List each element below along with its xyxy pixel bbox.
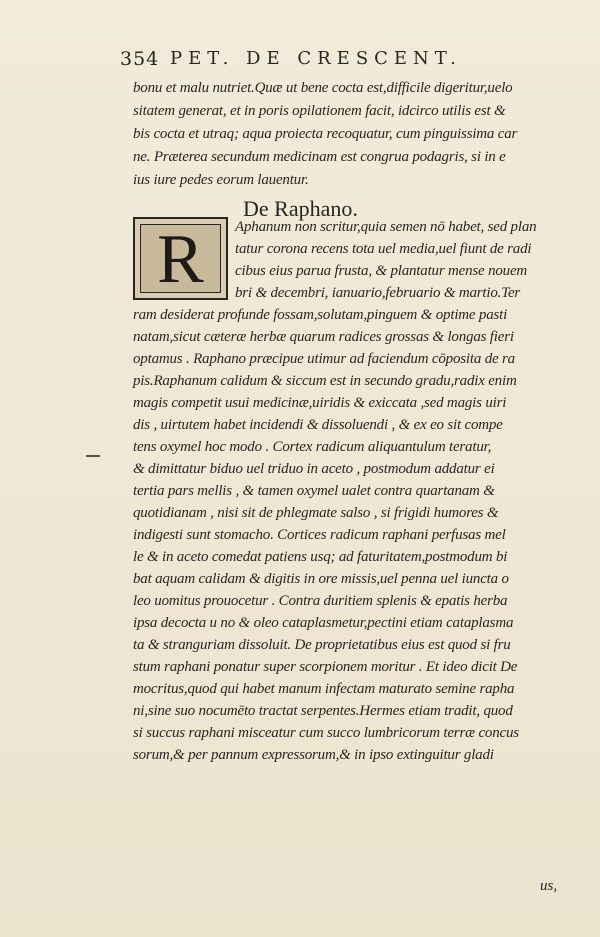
text-line: mocritus,quod qui habet manum infectam maturato semine rapha [133, 681, 515, 697]
text-line: tatur corona recens tota uel media,uel fiunt de radi [235, 241, 532, 257]
section-heading: De Raphano. [243, 196, 358, 221]
running-title: PET. DE CRESCENT. [170, 48, 462, 69]
text-line: si succus raphani misceatur cum succo lumbricorum terræ concus [133, 725, 519, 741]
running-head [120, 48, 520, 70]
text-line: ram desiderat profunde fossam,solutam,pinguem & optime pasti [133, 307, 508, 323]
text-line: stum raphani ponatur super scorpionem moritur . Et ideo dicit De [133, 659, 518, 675]
text-line: ne. Præterea secundum medicinam est congrua podagris, si in e [133, 149, 506, 165]
text-line: ipsa decocta u no & oleo cataplasmetur,pectini etiam cataplasma [133, 615, 514, 631]
text-line: tertia pars mellis , & tamen oxymel ualet contra quartanam & [133, 483, 495, 499]
text-line: tens oxymel hoc modo . Cortex radicum aliquantulum teratur, [133, 439, 492, 455]
text-line: quotidianam , nisi sit de phlegmate salso , si frigidi humores & [133, 505, 499, 521]
catchword: us, [540, 878, 558, 894]
text-line: ius iure pedes eorum lauentur. [133, 172, 309, 188]
text-line: bonu et malu nutriet.Quæ ut bene cocta est,difficile digeritur,uelo [133, 80, 513, 96]
text-line: bis cocta et utraq; aqua proiecta recoquatur, cum pinguissima car [133, 126, 518, 142]
text-line: dis , uirtutem habet incidendi & dissoluendi , & ex eo sit compe [133, 417, 503, 433]
text-line: natam,sicut cæteræ herbæ quarum radices grossas & longas fieri [133, 329, 514, 345]
text-line: bri & decembri, ianuario,februario & martio.Ter [235, 285, 521, 301]
text-line: ta & stranguriam dissoluit. De proprietatibus eius est quod si fru [133, 637, 511, 653]
text-line: leo uomitus prouocetur . Contra duritiem splenis & epatis herba [133, 593, 508, 609]
initial-ornament [140, 221, 221, 298]
text-line: magis competit usui medicinæ,uiridis & exiccata ,sed magis uiri [133, 395, 507, 411]
text-line: cibus eius parua frusta, & plantatur mense nouem [235, 263, 528, 279]
text-line: sitatem generat, et in poris opilationem facit, idcirco utilis est & [133, 103, 506, 119]
text-line: & dimittatur biduo uel triduo in aceto , postmodum addatur ei [133, 461, 495, 477]
text-line: sorum,& per pannum expressorum,& in ipso extinguitur gladi [133, 747, 494, 763]
page-number: 354 [120, 48, 160, 70]
initial-letter: R [157, 221, 204, 298]
decorated-initial [133, 217, 228, 300]
text-line: indigesti sunt stomacho. Cortices radicum raphani perfusas mel [133, 527, 506, 543]
text-line: pis.Raphanum calidum & siccum est in secundo gradu,radix enim [133, 373, 517, 389]
text-line: optamus . Raphano præcipue utimur ad faciendum cōposita de ra [133, 351, 515, 367]
margin-mark [86, 455, 100, 457]
text-line: Aphanum non scritur,quia semen nō habet, sed plan [235, 219, 537, 235]
text-line: le & in aceto comedat patiens usq; ad faturitatem,postmodum bi [133, 549, 508, 565]
text-line: bat aquam calidam & digitis in ore missis,uel penna uel iuncta o [133, 571, 509, 587]
text-line: ni,sine suo nocumēto tractat serpentes.Hermes etiam tradit, quod [133, 703, 513, 719]
